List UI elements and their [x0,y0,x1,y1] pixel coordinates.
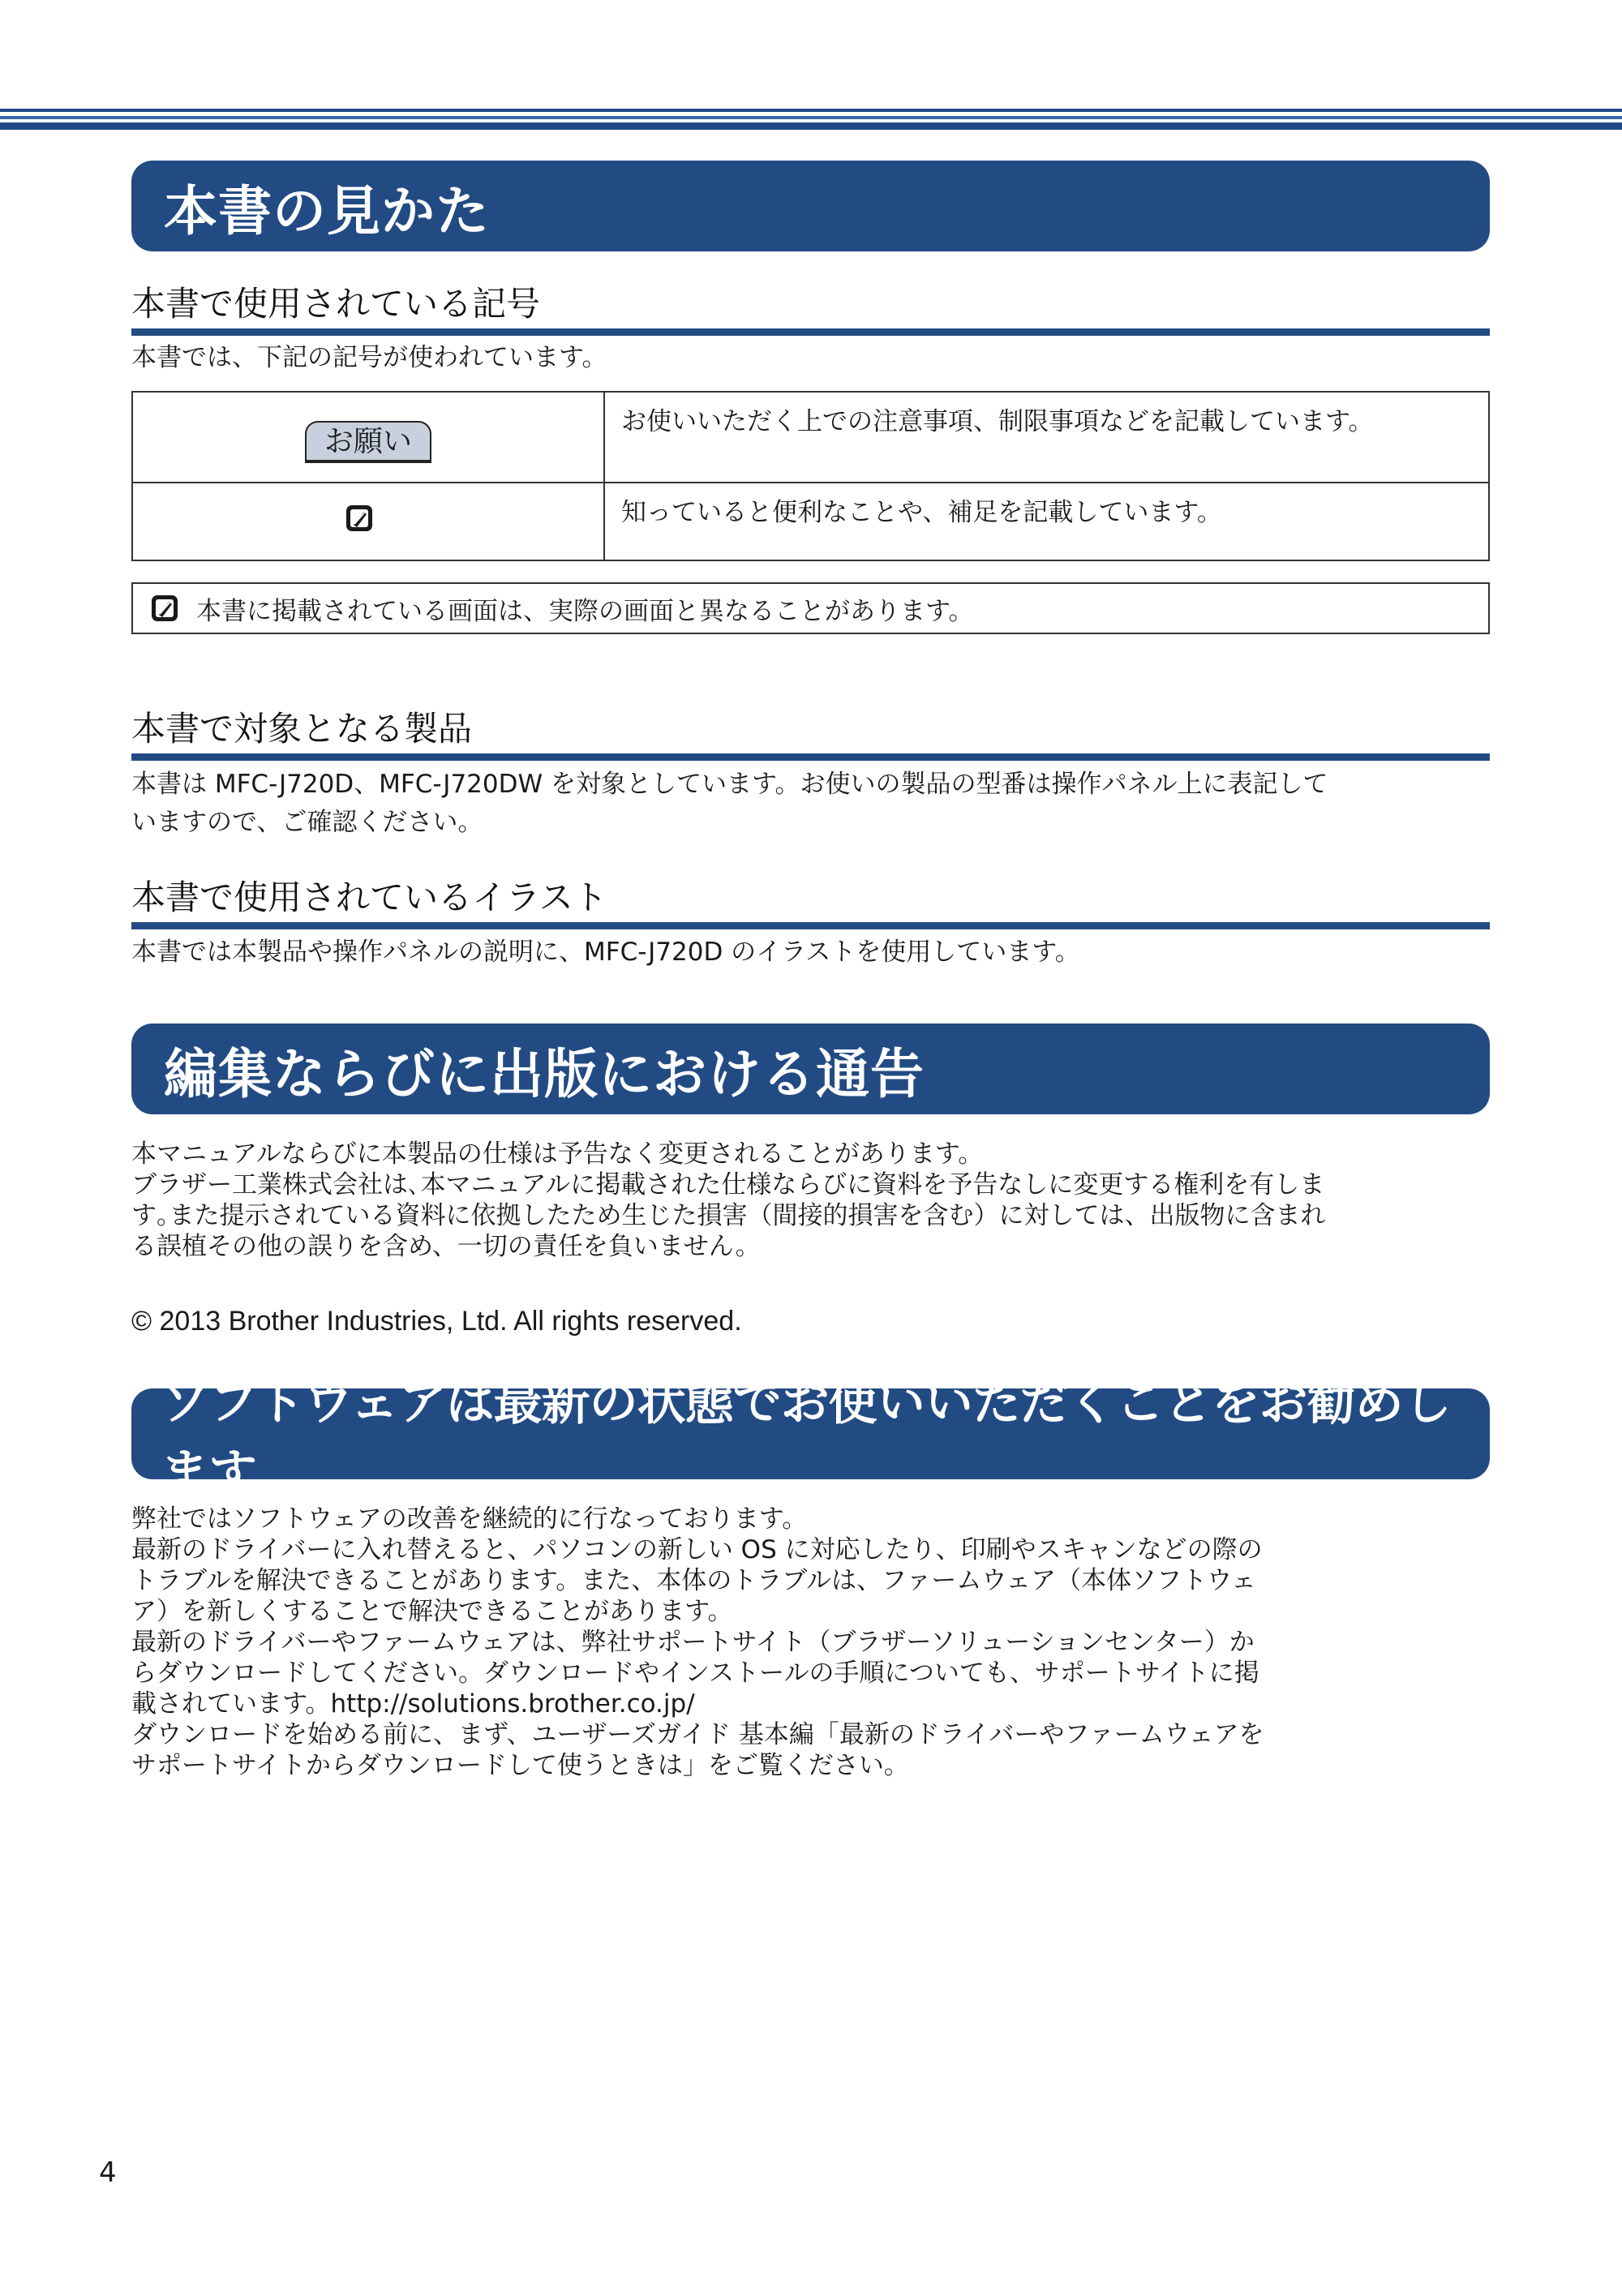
memo-icon [345,504,373,532]
note-box [131,582,1490,634]
symbols-table [131,391,1490,561]
subsection-title-symbols: 本書で使用されている記号 [131,284,541,324]
subsection-title-products: 本書で対象となる製品 [131,709,473,749]
memo-icon [151,594,178,622]
subsection-title-illustrations: 本書で使用されているイラスト [131,878,607,917]
note-text: 本書に掲載されている画面は、実際の画面と異なることがあります。 [196,596,974,626]
table-row [132,483,1489,560]
table-row [132,392,1489,483]
symbol-description: 知っていると便利なことや、補足を記載しています。 [604,483,1489,560]
symbols-intro: 本書では、下記の記号が使われています。 [131,343,607,372]
copyright: © 2013 Brother Industries, Ltd. All rights reserved. [131,1306,742,1337]
software-text: 弊社ではソフトウェアの改善を継続的に行なっております。 最新のドライバーに入れ替えると、パソコンの新しい OS に対応したり、印刷やスキャンなどの際の トラブルを解決できることがあります。また、本体のトラブルは、ファームウェア（本体ソフトウェ ア）を新しくすることで解決できることがあります。 最新のドライバーやファームウェアは、弊社サポートサイト（ブラザーソリューションセンター）か らダウンロードしてください。ダウンロードやインストールの手順についても、サポートサイトに掲 載されています。http://solutions.brother.co.jp/ ダウンロードを始める前に、まず、ユーザーズガイド 基本編「最新のドライバーやファームウェアを サポートサイトからダウンロードして使うときは」をご覧ください。 [131,1504,1264,1780]
subsection-rule [131,922,1490,929]
subsection-rule [131,328,1490,336]
section-banner-notice: 編集ならびに出版における通告 [131,1024,1490,1114]
subsection-rule [131,753,1490,761]
section-banner-howto: 本書の見かた [131,161,1490,251]
page-number: 4 [99,2157,117,2189]
products-text: 本書は MFC-J720D、MFC-J720DW を対象としています。お使いの製品の型番は操作パネル上に表記して いますので、ご確認ください。 [131,770,1328,837]
header-rules [0,109,1622,130]
illustrations-text: 本書では本製品や操作パネルの説明に、MFC-J720D のイラストを使用しています。 [131,938,1080,967]
section-banner-software: ソフトウェアは最新の状態でお使いいただくことをお勧めします [131,1388,1490,1479]
onegai-tag: お願い [305,421,431,460]
symbol-description: お使いいただく上での注意事項、制限事項などを記載しています。 [604,392,1489,483]
notice-text: 本マニュアルならびに本製品の仕様は予告なく変更されることがあります。 ブラザー工業株式会社は､本マニュアルに掲載された仕様ならびに資料を予告なしに変更する権利を有しま す｡また提示されている資料に依拠したため生じた損害（間接的損害を含む）に対しては、出版物に含まれ る誤植その他の誤りを含め、一切の責任を負いません。 [131,1139,1326,1261]
